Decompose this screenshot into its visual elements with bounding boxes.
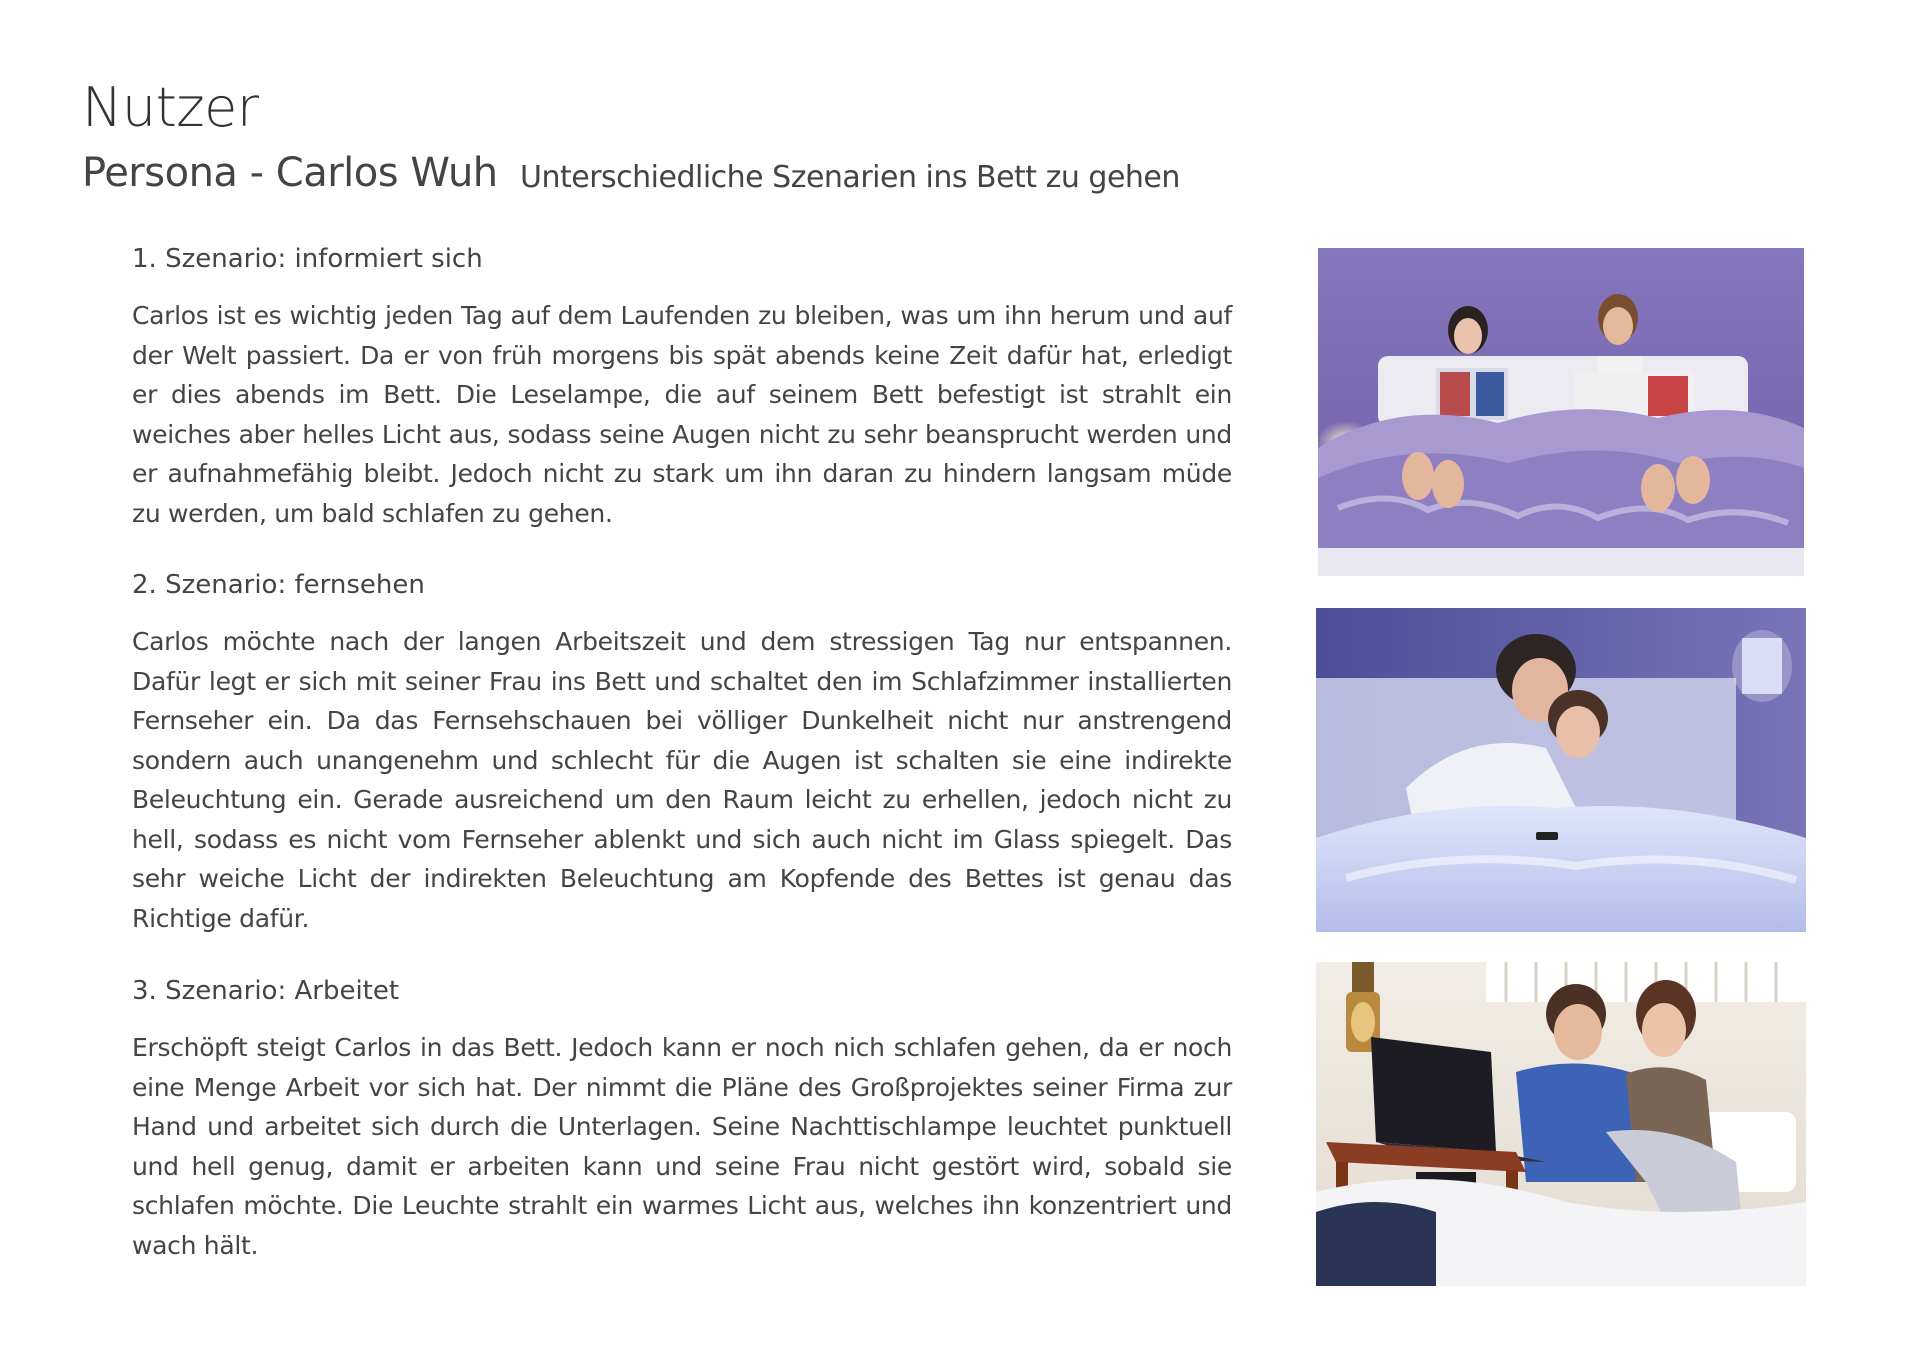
scenario-heading: 3. Szenario: Arbeitet <box>132 976 400 1006</box>
scenario-heading: 2. Szenario: fernsehen <box>132 570 425 600</box>
scenario-text: Carlos möchte nach der langen Arbeitszeit und dem stressigen Tag nur entspannen. Dafür legt er sich mit seiner Frau ins Bett und schaltet den im Schlafzimmer installierten Fernseher ein. Da das Fernsehschauen bei völliger Dunkelheit nicht nur anstrengend sondern auch unangenehm und schlecht für die Augen ist schalten sie eine indirekte Beleuchtung ein. Gerade ausreichend um den Raum leicht zu erhellen, jedoch nicht zu hell, sodass es nicht vom Fernseher ablenkt und sich auch nicht im Glass spiegelt. Das sehr weiche Licht der indirekten Beleuchtung am Kopfende des Bettes ist genau das Richtige dafür. <box>132 627 1232 933</box>
scenario-text: Erschöpft steigt Carlos in das Bett. Jedoch kann er noch nich schlafen gehen, da er noch eine Menge Arbeit vor sich hat. Der nimmt die Pläne des Großprojektes seiner Firma zur Hand und arbeitet sich durch die Unterlagen. Seine Nachttischlampe leuchtet punktuell und hell genug, damit er arbeiten kann und seine Frau nicht gestört wird, sobald sie schlafen möchte. Die Leuchte strahlt ein warmes Licht aus, welches ihn konzentriert und wach hält. <box>132 1033 1232 1260</box>
reading-in-bed-photo <box>1318 248 1804 576</box>
scenario-heading: 1. Szenario: informiert sich <box>132 244 483 274</box>
page-title: Nutzer <box>82 76 259 139</box>
scenario-block <box>132 570 1232 938</box>
working-in-bed-photo <box>1316 962 1806 1286</box>
scenario-block <box>132 244 1232 533</box>
scenario-block <box>132 976 1232 1265</box>
scenario-text: Carlos ist es wichtig jeden Tag auf dem Laufenden zu bleiben, was um ihn herum und auf der Welt passiert. Da er von früh morgens bis spät abends keine Zeit dafür hat, erledigt er dies abends im Bett. Die Leselampe, die auf seinem Bett befestigt ist strahlt ein weiches aber helles Licht aus, sodass seine Augen nicht zu sehr beansprucht werden und er aufnahmefähig bleibt. Jedoch nicht zu stark um ihn daran zu hindern langsam müde zu werden, um bald schlafen zu gehen. <box>132 301 1232 528</box>
page-subtitle: Unterschiedliche Szenarien ins Bett zu gehen <box>520 160 1180 195</box>
watching-tv-photo <box>1316 608 1806 932</box>
persona-title: Persona - Carlos Wuh <box>82 150 498 196</box>
